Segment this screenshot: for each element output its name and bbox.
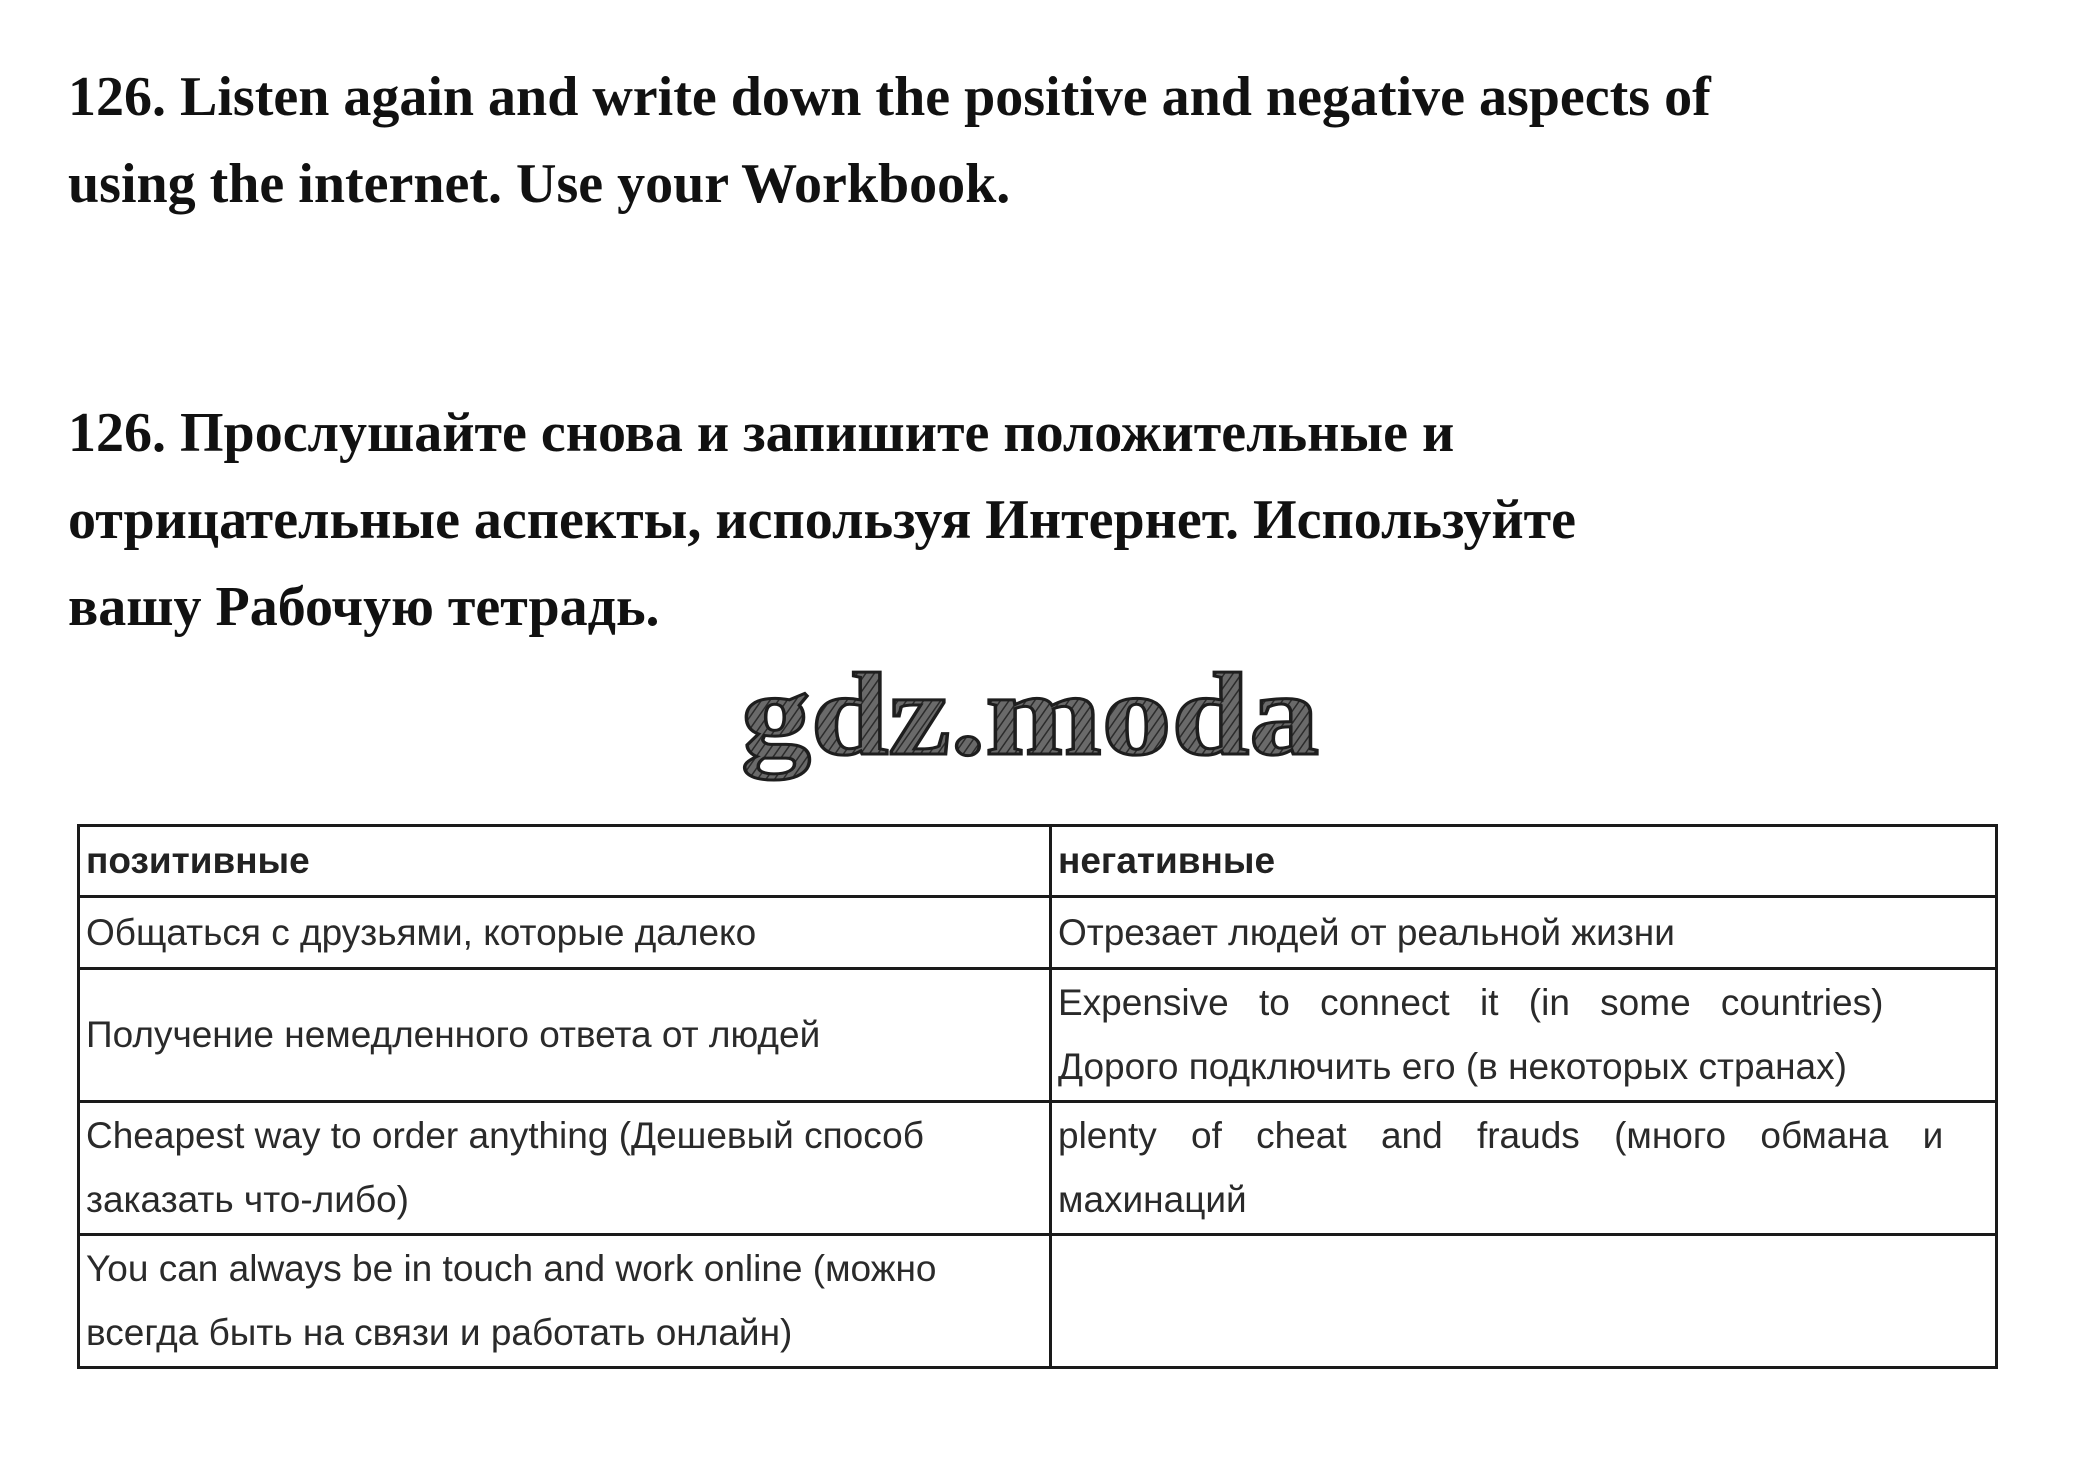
header-negative: негативные <box>1051 826 1997 897</box>
watermark-logo <box>733 642 1333 792</box>
table-row <box>79 1235 1997 1368</box>
negative-cell <box>1051 897 1997 969</box>
positive-cell <box>79 1235 1051 1368</box>
cell-text: Expensive to connect it (in some countries) <box>1058 982 1884 1023</box>
task-heading-english <box>68 54 1908 228</box>
aspects-table <box>77 824 1998 1369</box>
cell-text: Дорого подключить его (в некоторых странах) <box>1058 1046 1847 1087</box>
task-heading-russian-line-3: вашу Рабочую тетрадь. <box>68 576 660 638</box>
positive-cell <box>79 1102 1051 1235</box>
task-heading-english-line-2: using the internet. Use your Workbook. <box>68 153 1011 215</box>
cell-text: plenty of cheat and frauds (много обмана и <box>1058 1115 1944 1156</box>
negative-cell-empty <box>1051 1235 1997 1368</box>
cell-text: Cheapest way to order anything (Дешевый способ <box>86 1115 924 1156</box>
negative-cell <box>1051 969 1997 1102</box>
cell-text: You can always be in touch and work online (можно <box>86 1248 937 1289</box>
cell-text: Общаться с друзьями, которые далеко <box>86 911 757 953</box>
negative-cell <box>1051 1102 1997 1235</box>
task-heading-russian <box>68 390 1768 651</box>
table-row <box>79 1102 1997 1235</box>
watermark-text: gdz.moda <box>741 649 1319 780</box>
cell-text: Получение немедленного ответа от людей <box>86 1014 821 1055</box>
table-row <box>79 969 1997 1102</box>
positive-cell <box>79 969 1051 1102</box>
positive-cell <box>79 897 1051 969</box>
header-positive: позитивные <box>79 826 1051 897</box>
watermark-logo-graphic <box>733 642 1333 792</box>
cell-text: Отрезает людей от реальной жизни <box>1058 911 1675 953</box>
cell-text: заказать что-либо) <box>86 1179 409 1220</box>
table-header-row <box>79 826 1997 897</box>
cell-text: всегда быть на связи и работать онлайн) <box>86 1312 793 1353</box>
task-heading-russian-line-2: отрицательные аспекты, используя Интернет. Используйте <box>68 489 1576 551</box>
task-heading-russian-line-1: 126. Прослушайте снова и запишите положительные и <box>68 402 1455 464</box>
cell-text: махинаций <box>1058 1179 1247 1220</box>
table-row <box>79 897 1997 969</box>
task-heading-english-line-1: 126. Listen again and write down the positive and negative aspects of <box>68 66 1711 128</box>
